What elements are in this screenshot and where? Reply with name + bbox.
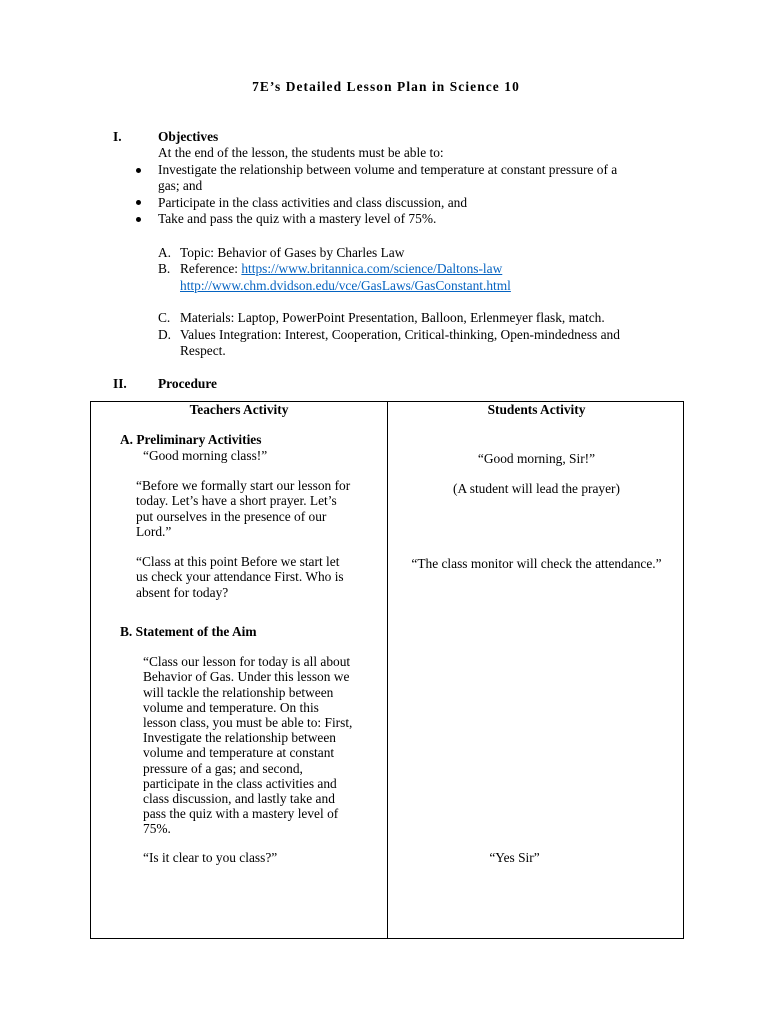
topic-text: Topic: Behavior of Gases by Charles Law — [180, 245, 405, 260]
students-activity-header: Students Activity — [487, 402, 586, 417]
item-b-letter: B. — [158, 261, 171, 276]
section-2-title: Procedure — [158, 376, 218, 391]
student-prayer: (A student will lead the prayer) — [453, 481, 620, 496]
teacher-aim-line: volume and temperature. On this — [143, 700, 319, 715]
teacher-prayer-line: “Before we formally start our lesson for — [136, 478, 351, 493]
teacher-prayer-line: Lord.” — [136, 524, 172, 539]
teachers-activity-header: Teachers Activity — [189, 402, 289, 417]
materials-text: Materials: Laptop, PowerPoint Presentation, Balloon, Erlenmeyer flask, match. — [180, 310, 605, 325]
teacher-attendance-line: absent for today? — [136, 585, 229, 600]
teacher-attendance-line: “Class at this point Before we start let — [136, 554, 340, 569]
teacher-aim-line: pressure of a gas; and second, — [143, 761, 303, 776]
teacher-prayer-line: today. Let’s have a short prayer. Let’s — [136, 493, 337, 508]
reference-line — [180, 261, 502, 277]
section-1-numeral: I. — [113, 129, 122, 144]
teacher-clarity-question: “Is it clear to you class?” — [143, 850, 278, 865]
document-title: 7E’s Detailed Lesson Plan in Science 10 — [252, 79, 520, 94]
objectives-intro: At the end of the lesson, the students must be able to: — [158, 145, 444, 160]
objective-bullet-2: Participate in the class activities and class discussion, and — [158, 195, 468, 210]
teacher-prayer-line: put ourselves in the presence of our — [136, 509, 327, 524]
bullet-icon — [136, 168, 141, 173]
values-integration-text-cont: Respect. — [180, 343, 226, 358]
teacher-attendance-line: us check your attendance First. Who is — [136, 569, 344, 584]
item-d-letter: D. — [158, 327, 172, 342]
teacher-aim-line: participate in the class activities and — [143, 776, 337, 791]
student-attendance: “The class monitor will check the attendance.” — [411, 556, 662, 571]
teacher-aim-line: Behavior of Gas. Under this lesson we — [143, 669, 350, 684]
teacher-aim-line: 75%. — [143, 821, 171, 836]
teacher-aim-line: class discussion, and lastly take and — [143, 791, 335, 806]
values-integration-text: Values Integration: Interest, Cooperation, Critical-thinking, Open-mindedness and — [180, 327, 620, 342]
section-2-numeral: II. — [113, 376, 127, 391]
item-c-letter: C. — [158, 310, 171, 325]
teacher-aim-line: “Class our lesson for today is all about — [143, 654, 351, 669]
teacher-aim-line: pass the quiz with a mastery level of — [143, 806, 339, 821]
section-1-title: Objectives — [158, 129, 219, 144]
teacher-aim-line: volume and temperature at constant — [143, 745, 335, 760]
preliminary-activities-heading: A. Preliminary Activities — [120, 432, 262, 447]
procedure-table — [90, 401, 684, 939]
reference-line-2 — [180, 278, 511, 294]
teacher-aim-line: will tackle the relationship between — [143, 685, 334, 700]
reference-link-davidson[interactable]: http://www.chm.dvidson.edu/vce/GasLaws/GasConstant.html — [180, 278, 511, 293]
objective-bullet-1-cont: gas; and — [158, 178, 203, 193]
reference-label: Reference: — [180, 261, 238, 276]
item-a-letter: A. — [158, 245, 172, 260]
objective-bullet-1: Investigate the relationship between volume and temperature at constant pressure of a — [158, 162, 618, 177]
reference-link-britannica[interactable]: https://www.britannica.com/science/Daltons-law — [241, 261, 503, 276]
teacher-aim-line: lesson class, you must be able to: First, — [143, 715, 353, 730]
statement-of-aim-heading: B. Statement of the Aim — [120, 624, 257, 639]
bullet-icon — [136, 200, 141, 205]
objective-bullet-3: Take and pass the quiz with a mastery level of 75%. — [158, 211, 437, 226]
teacher-greeting: “Good morning class!” — [143, 448, 268, 463]
student-yes-sir: “Yes Sir” — [489, 850, 540, 865]
student-greeting: “Good morning, Sir!” — [477, 451, 596, 466]
teacher-aim-line: Investigate the relationship between — [143, 730, 336, 745]
bullet-icon — [136, 217, 141, 222]
